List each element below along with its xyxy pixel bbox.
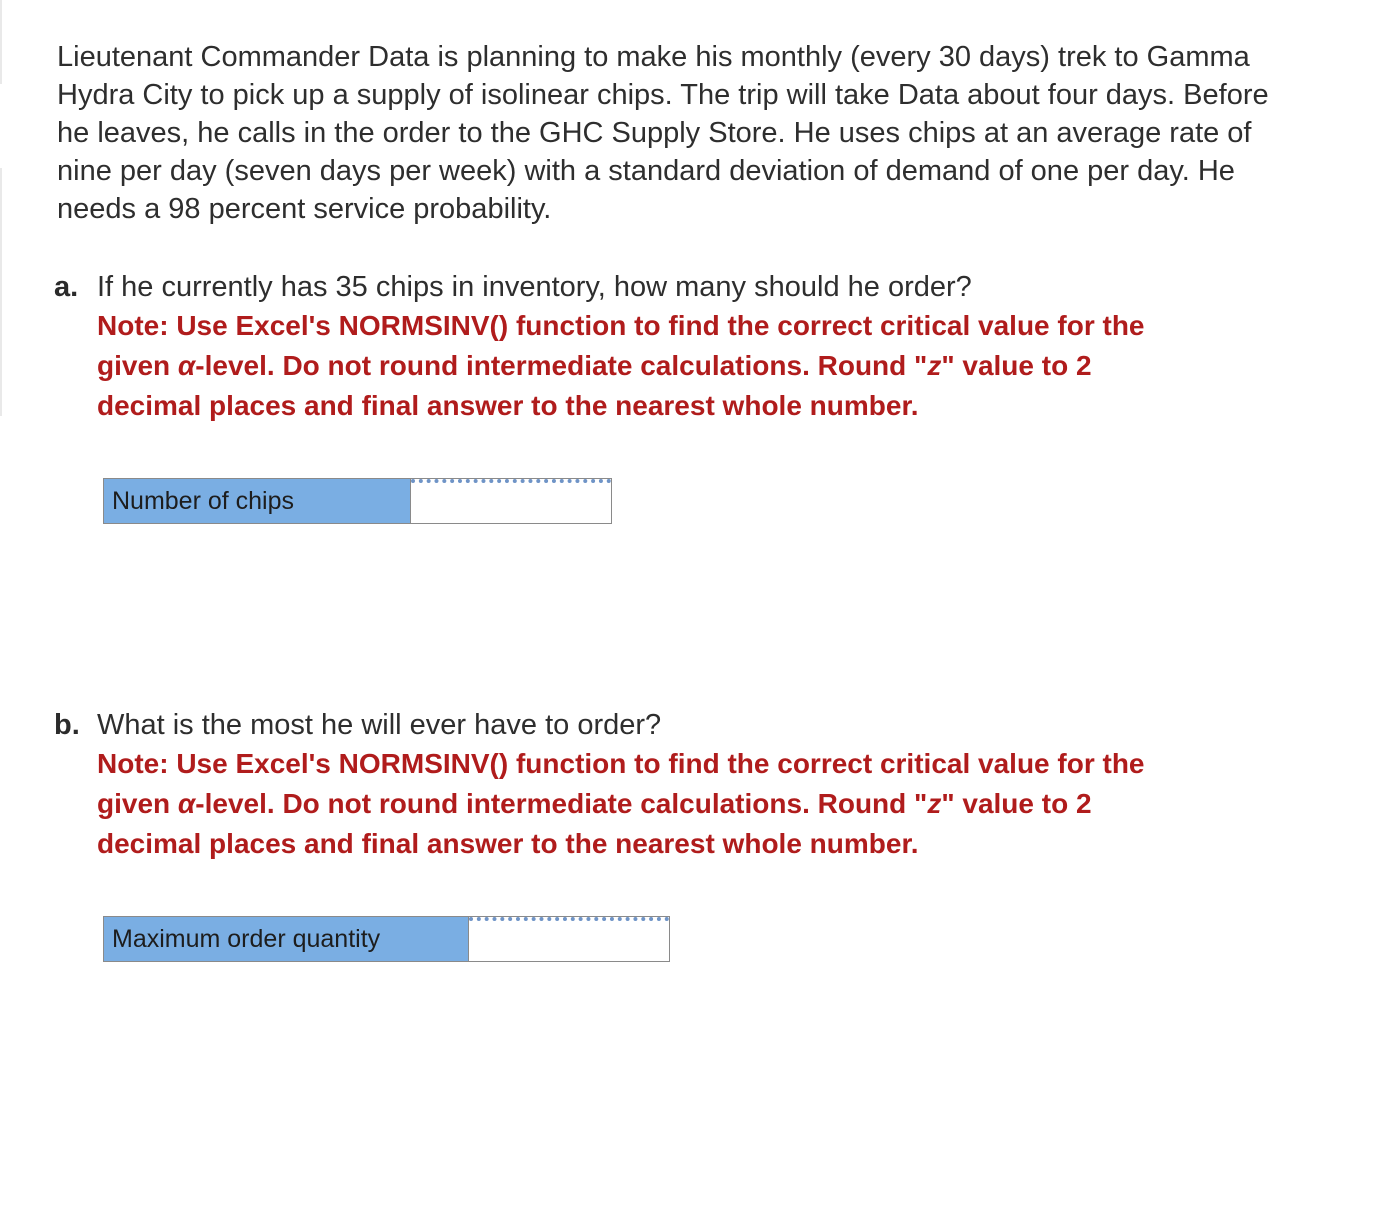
- question-letter: b.: [54, 709, 80, 741]
- left-border-segment: [0, 0, 2, 84]
- answer-row-number-of-chips: [103, 478, 612, 524]
- note-line: Note: Use Excel's NORMSINV() function to find the correct critical value for the: [97, 310, 1145, 341]
- answer-label: Maximum order quantity: [104, 917, 469, 961]
- question-text: What is the most he will ever have to order?: [97, 709, 662, 741]
- part-b: [54, 706, 1304, 864]
- question-text: If he currently has 35 chips in inventory, how many should he order?: [97, 271, 972, 303]
- answer-label: Number of chips: [104, 479, 411, 523]
- note-text: " value to 2: [941, 350, 1092, 381]
- alpha-symbol: α: [177, 788, 196, 819]
- note-line: decimal places and final answer to the nearest whole number.: [97, 390, 919, 421]
- instruction-note: [97, 306, 1277, 426]
- note-text: " value to 2: [941, 788, 1092, 819]
- question-row: [54, 706, 1304, 744]
- maximum-order-quantity-input[interactable]: [469, 917, 669, 961]
- left-border-segment: [0, 168, 2, 416]
- answer-row-maximum-order-quantity: [103, 916, 670, 962]
- note-text: given: [97, 350, 178, 381]
- note-text: -level. Do not round intermediate calculations. Round ": [195, 788, 928, 819]
- number-of-chips-input[interactable]: [411, 479, 611, 523]
- note-line: [97, 784, 1277, 824]
- note-text: given: [97, 788, 178, 819]
- note-line: [97, 346, 1277, 386]
- instruction-note: [97, 744, 1277, 864]
- question-letter: a.: [54, 271, 79, 303]
- z-variable: z: [927, 350, 942, 381]
- note-text: -level. Do not round intermediate calculations. Round ": [195, 350, 928, 381]
- alpha-symbol: α: [177, 350, 196, 381]
- note-line: Note: Use Excel's NORMSINV() function to find the correct critical value for the: [97, 748, 1145, 779]
- z-variable: z: [927, 788, 942, 819]
- problem-statement: Lieutenant Commander Data is planning to make his monthly (every 30 days) trek to Gamma Hydra City to pick up a supply of isolinear chips. The trip will take Data about four days. Before he leaves, he calls in the order to the GHC Supply Store. He uses chips at an average rate of nine per day (seven days per week) with a standard deviation of demand of one per day. He needs a 98 percent service probability.: [57, 41, 1269, 225]
- note-line: decimal places and final answer to the nearest whole number.: [97, 828, 919, 859]
- part-a: [54, 268, 1304, 426]
- question-row: [54, 268, 1304, 306]
